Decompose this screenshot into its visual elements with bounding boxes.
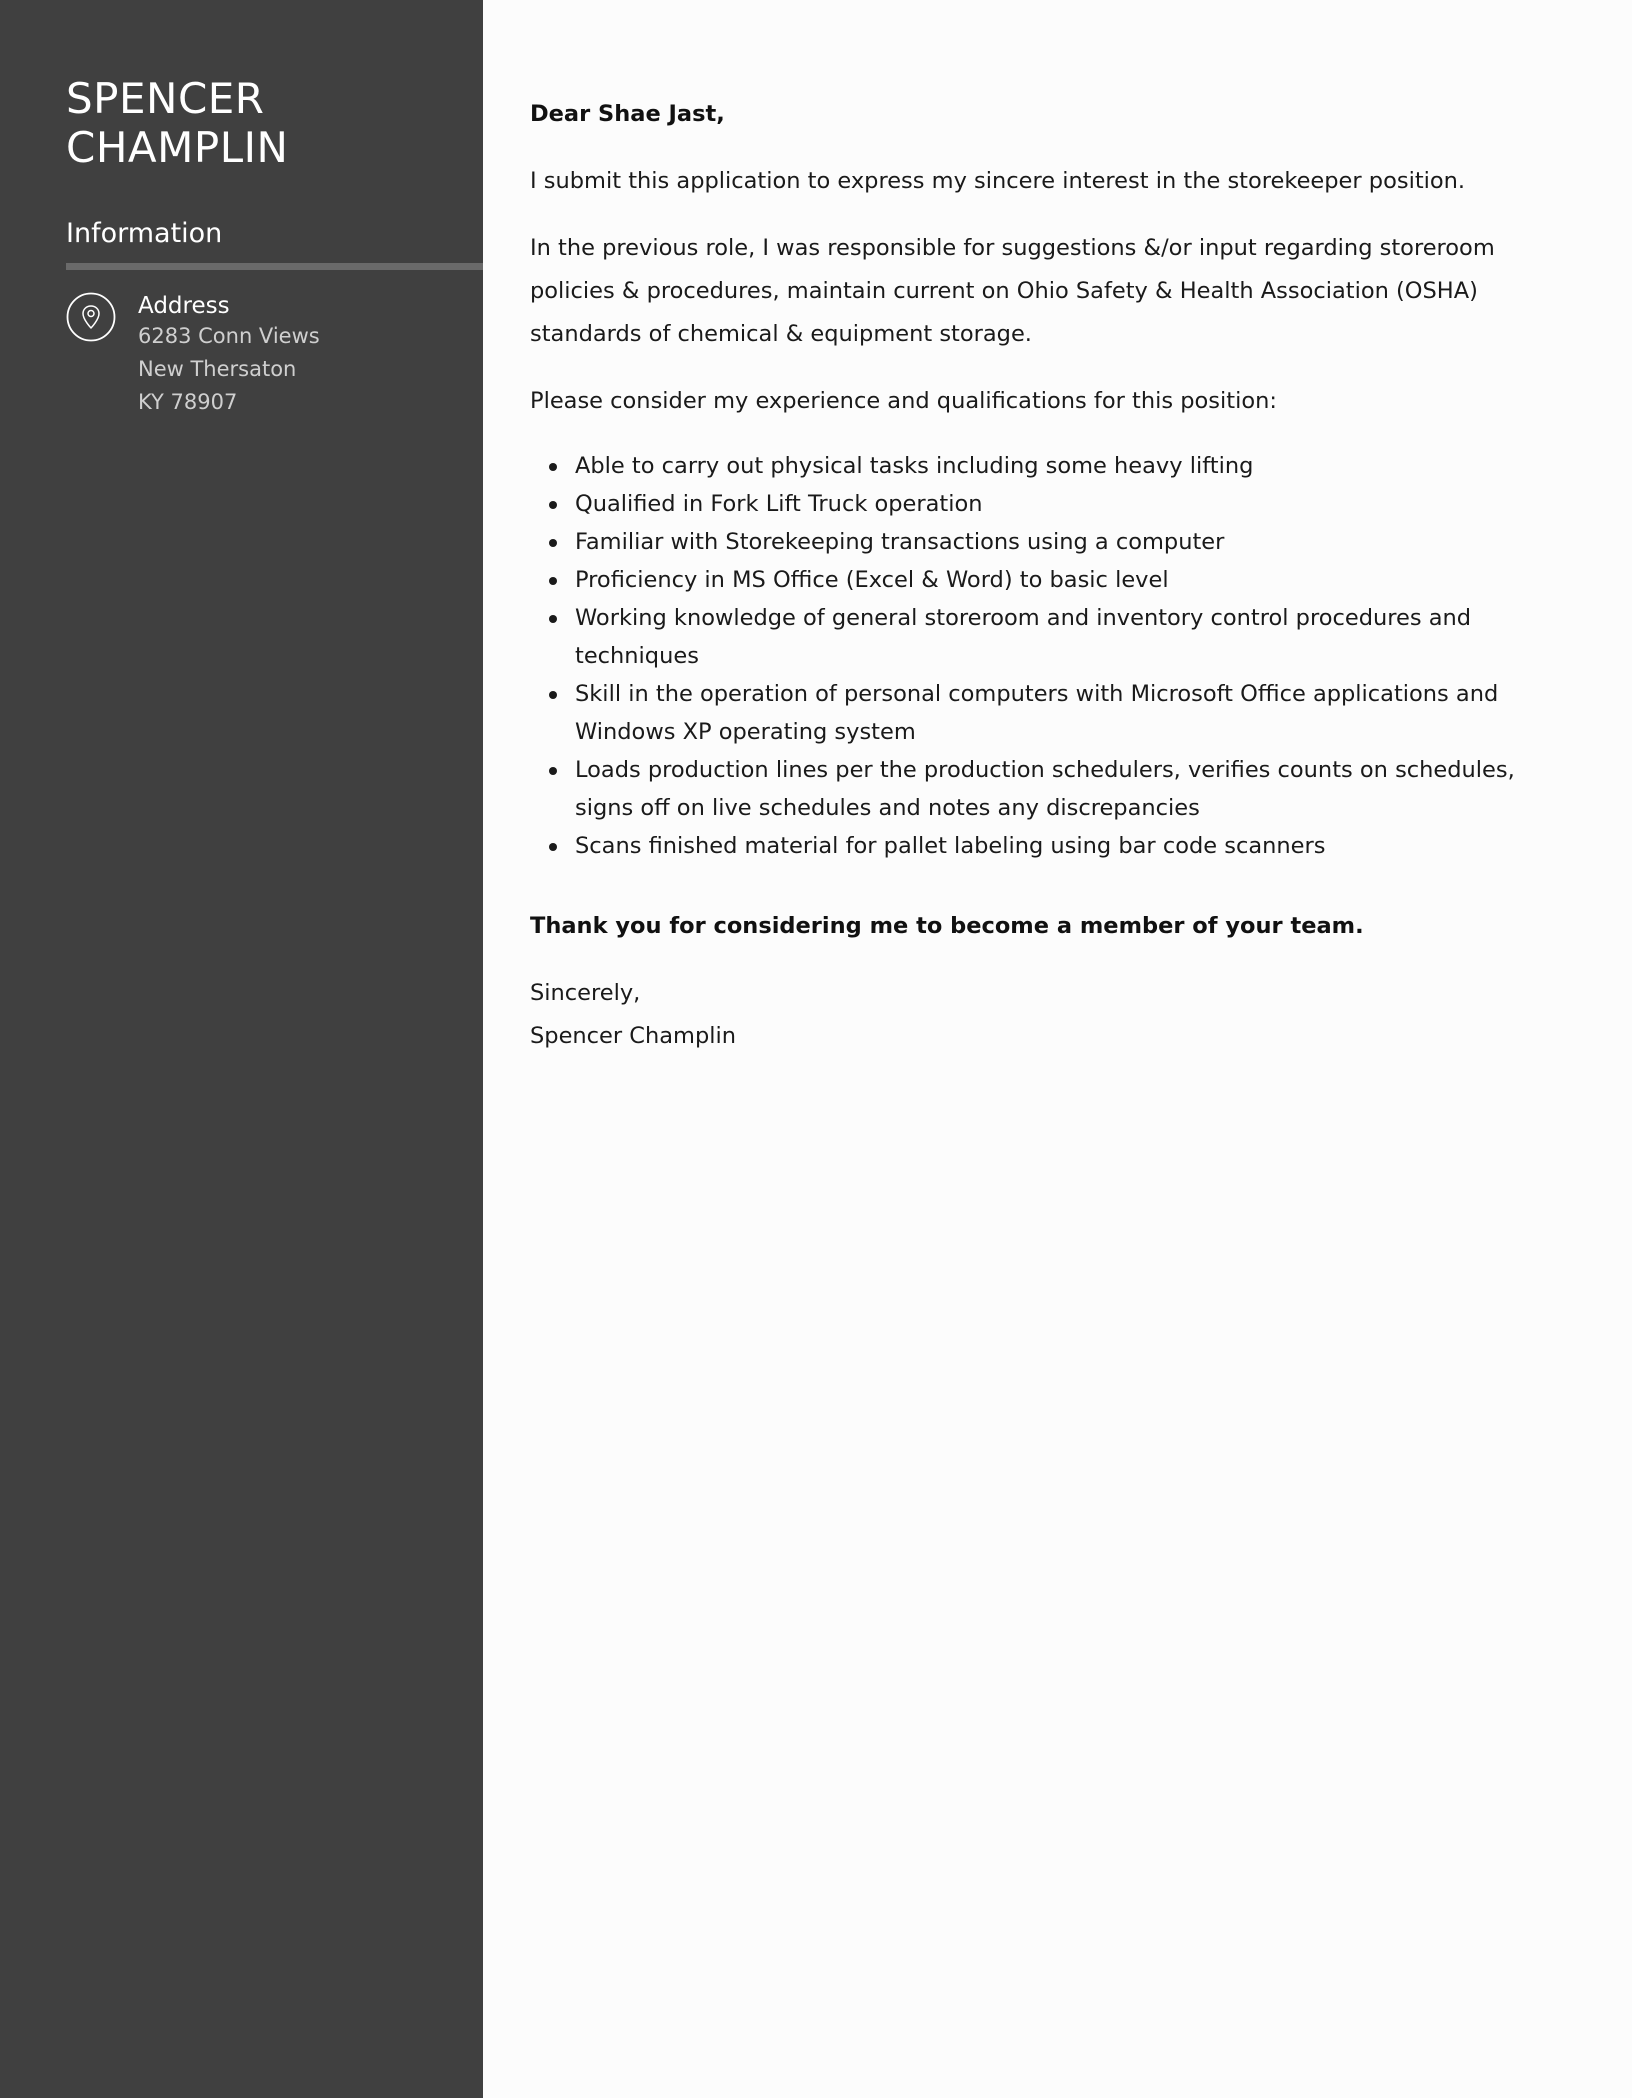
applicant-last-name: CHAMPLIN: [66, 123, 289, 172]
list-item: Scans finished material for pallet labeling using bar code scanners: [530, 827, 1558, 865]
applicant-name: [66, 74, 466, 172]
applicant-first-name: SPENCER: [66, 74, 265, 123]
address-block: [66, 292, 483, 432]
address-city: New Thersaton: [138, 357, 297, 381]
address-text: [138, 292, 320, 419]
qualifications-list: [530, 447, 1558, 865]
section-divider: [66, 263, 483, 270]
address-label: Address: [138, 293, 230, 319]
sidebar: [0, 0, 483, 2098]
intro-paragraph: I submit this application to express my sincere interest in the storekeeper position.: [530, 168, 1466, 194]
information-section-title: Information: [66, 218, 223, 249]
sign-off: [530, 972, 1558, 1058]
list-item: Loads production lines per the production schedulers, verifies counts on schedules, signs off on live schedules and notes any discrepancies: [530, 751, 1558, 827]
list-item: Skill in the operation of personal computers with Microsoft Office applications and Windows XP operating system: [530, 675, 1558, 751]
qualifications-intro: Please consider my experience and qualifications for this position:: [530, 388, 1277, 414]
closing: Sincerely,: [530, 980, 641, 1006]
list-item: Familiar with Storekeeping transactions using a computer: [530, 523, 1558, 561]
list-item: Proficiency in MS Office (Excel & Word) to basic level: [530, 561, 1558, 599]
address-street: 6283 Conn Views: [138, 324, 320, 348]
list-item: Able to carry out physical tasks including some heavy lifting: [530, 447, 1558, 485]
address-state-zip: KY 78907: [138, 390, 238, 414]
experience-paragraph: In the previous role, I was responsible for suggestions &/or input regarding storeroom policies & procedures, maintain current on Ohio Safety & Health Association (OSHA) standards of chemical & equipment storage.: [530, 235, 1495, 347]
cover-letter-body: [530, 93, 1558, 1058]
salutation: Dear Shae Jast,: [530, 101, 725, 127]
signature-name: Spencer Champlin: [530, 1023, 737, 1049]
list-item: Working knowledge of general storeroom and inventory control procedures and techniques: [530, 599, 1558, 675]
list-item: Qualified in Fork Lift Truck operation: [530, 485, 1558, 523]
map-pin-icon: [66, 292, 116, 342]
thank-you-line: Thank you for considering me to become a member of your team.: [530, 913, 1364, 939]
